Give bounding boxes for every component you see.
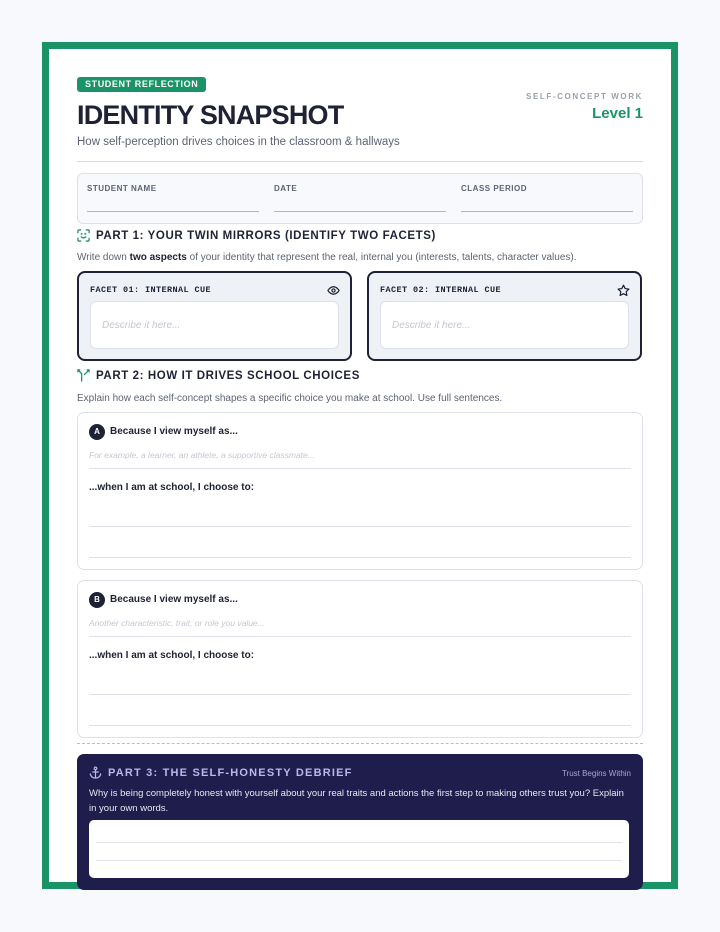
choice-b-answer-line-1[interactable] bbox=[89, 694, 631, 695]
eye-icon bbox=[327, 284, 340, 297]
choice-a-marker: A bbox=[89, 424, 105, 440]
facet-01-card bbox=[77, 271, 352, 361]
facet-02-card bbox=[367, 271, 642, 361]
part1-instructions: Write down two aspects of your identity that represent the real, internal you (interests, talents, character values). bbox=[77, 252, 577, 263]
choice-a-followup: ...when I am at school, I choose to: bbox=[89, 482, 255, 493]
choice-b-card bbox=[77, 580, 643, 738]
facet-02-label: FACET 02: INTERNAL CUE bbox=[380, 285, 502, 295]
date-label: DATE bbox=[274, 184, 298, 193]
choice-a-prompt: Because I view myself as... bbox=[110, 426, 238, 437]
part2-instructions: Explain how each self-concept shapes a specific choice you make at school. Use full sentences. bbox=[77, 393, 503, 404]
anchor-icon bbox=[89, 766, 102, 779]
choice-b-followup: ...when I am at school, I choose to: bbox=[89, 650, 255, 661]
choice-b-prompt: Because I view myself as... bbox=[110, 594, 238, 605]
class-period-field[interactable] bbox=[461, 184, 633, 212]
part3-heading bbox=[89, 766, 353, 779]
part3-tag: Trust Begins Within bbox=[561, 769, 631, 778]
date-field[interactable] bbox=[274, 184, 446, 212]
class-period-line[interactable] bbox=[461, 211, 633, 212]
student-reflection-badge: STUDENT REFLECTION bbox=[77, 77, 206, 92]
part1-heading-text: PART 1: YOUR TWIN MIRRORS (IDENTIFY TWO FACETS) bbox=[96, 229, 436, 242]
part3-answer-line-2[interactable] bbox=[96, 860, 622, 861]
date-line[interactable] bbox=[274, 211, 446, 212]
class-period-label: CLASS PERIOD bbox=[461, 184, 528, 193]
student-name-line[interactable] bbox=[87, 211, 259, 212]
star-icon bbox=[617, 284, 630, 297]
split-arrow-icon bbox=[77, 369, 90, 382]
part2-heading-text: PART 2: HOW IT DRIVES SCHOOL CHOICES bbox=[96, 369, 360, 382]
scan-face-icon bbox=[77, 229, 90, 242]
part3-answer-line-1[interactable] bbox=[96, 842, 622, 843]
choice-a-input[interactable]: For example, a learner, an athlete, a supportive classmate... bbox=[89, 450, 315, 460]
student-name-label: STUDENT NAME bbox=[87, 184, 157, 193]
choice-a-answer-line-1[interactable] bbox=[89, 526, 631, 527]
facet-01-label: FACET 01: INTERNAL CUE bbox=[90, 285, 212, 295]
facet-02-input[interactable]: Describe it here... bbox=[380, 301, 629, 349]
choice-a-card bbox=[77, 412, 643, 570]
student-info-box bbox=[77, 173, 643, 224]
part3-heading-text: PART 3: THE SELF-HONESTY DEBRIEF bbox=[108, 766, 353, 779]
worksheet-frame bbox=[42, 42, 678, 889]
choice-a-input-line bbox=[89, 468, 631, 469]
part1-heading bbox=[77, 229, 436, 242]
choice-b-input-line bbox=[89, 636, 631, 637]
page-title: IDENTITY SNAPSHOT bbox=[77, 100, 344, 130]
part2-heading bbox=[77, 369, 360, 382]
part3-panel bbox=[77, 754, 643, 890]
part3-answer-box[interactable] bbox=[89, 820, 629, 878]
facet-01-input[interactable]: Describe it here... bbox=[90, 301, 339, 349]
header-divider bbox=[77, 161, 643, 162]
choice-b-marker: B bbox=[89, 592, 105, 608]
choice-b-answer-line-2[interactable] bbox=[89, 725, 631, 726]
section-divider bbox=[77, 743, 643, 744]
level-indicator: Level 1 bbox=[592, 105, 643, 122]
page-subtitle: How self-perception drives choices in the classroom & hallways bbox=[77, 136, 400, 148]
choice-b-input[interactable]: Another characteristic, trait, or role you value... bbox=[89, 618, 265, 628]
part3-question: Why is being completely honest with yourself about your real traits and actions the first step to making others trust you? Explain in your own words. bbox=[89, 788, 624, 814]
student-name-field[interactable] bbox=[87, 184, 259, 212]
choice-a-answer-line-2[interactable] bbox=[89, 557, 631, 558]
self-concept-label: SELF-CONCEPT WORK bbox=[526, 92, 643, 101]
